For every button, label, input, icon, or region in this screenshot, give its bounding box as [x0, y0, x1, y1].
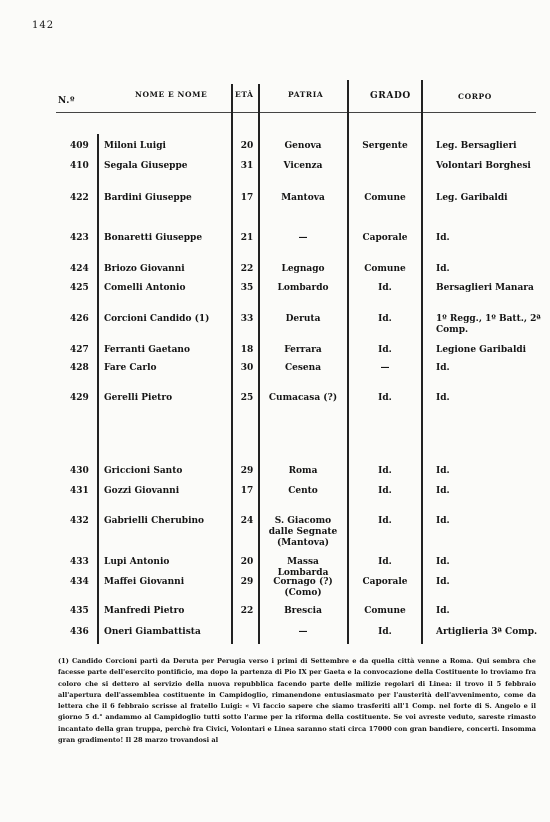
homeland-cell: — — [298, 627, 308, 637]
name-cell: Griccioni Santo — [104, 466, 183, 476]
number-cell: 427 — [70, 345, 89, 355]
number-cell: 423 — [70, 233, 89, 243]
corps-cell: Id. — [436, 486, 450, 496]
table-row — [0, 486, 550, 510]
table-row — [0, 283, 550, 307]
age-cell: 17 — [240, 486, 254, 496]
number-cell: 429 — [70, 393, 89, 403]
corps-cell: Id. — [436, 466, 450, 476]
age-cell: 24 — [240, 516, 254, 526]
age-cell: 22 — [240, 264, 254, 274]
number-cell: 424 — [70, 264, 89, 274]
corps-cell: Id. — [436, 516, 450, 526]
homeland-cell: Deruta — [285, 314, 321, 324]
number-cell: 435 — [70, 606, 89, 616]
name-cell: Comelli Antonio — [104, 283, 186, 293]
table-row — [0, 314, 550, 338]
homeland-cell: Genova — [284, 141, 322, 151]
rank-cell: Id. — [378, 466, 392, 476]
corps-cell: Legione Garibaldi — [436, 345, 527, 355]
corps-cell: Leg. Bersaglieri — [436, 141, 517, 151]
number-cell: 436 — [70, 627, 89, 637]
number-cell: 428 — [70, 363, 89, 373]
age-cell: 30 — [240, 363, 254, 373]
name-cell: Briozo Giovanni — [104, 264, 185, 274]
homeland-cell: Cento — [288, 486, 318, 496]
number-cell: 430 — [70, 466, 89, 476]
name-cell: Ferranti Gaetano — [104, 345, 190, 355]
number-cell: 432 — [70, 516, 89, 526]
age-cell: 31 — [240, 161, 254, 171]
homeland-cell: — — [298, 233, 308, 243]
column-header-corps: CORPO — [458, 92, 492, 101]
name-cell: Oneri Giambattista — [104, 627, 201, 637]
age-cell: 33 — [240, 314, 254, 324]
rank-cell: Id. — [378, 393, 392, 403]
number-cell: 409 — [70, 141, 89, 151]
table-row — [0, 363, 550, 387]
homeland-cell: Ferrara — [284, 345, 322, 355]
homeland-cell: Mantova — [281, 193, 325, 203]
corps-cell: Id. — [436, 264, 450, 274]
rank-cell: Comune — [364, 606, 406, 616]
column-header-number: N.º — [58, 96, 76, 106]
name-cell: Segala Giuseppe — [104, 161, 188, 171]
name-cell: Fare Carlo — [104, 363, 157, 373]
rank-cell: Caporale — [362, 577, 408, 587]
table-row — [0, 577, 550, 601]
rank-cell: Id. — [378, 283, 392, 293]
page-number: 142 — [32, 20, 55, 31]
corps-cell: Artiglieria 3ª Comp. — [436, 627, 538, 637]
number-cell: 431 — [70, 486, 89, 496]
rank-cell: Id. — [378, 557, 392, 567]
table-row — [0, 516, 550, 548]
homeland-cell: Roma — [288, 466, 318, 476]
name-cell: Maffei Giovanni — [104, 577, 185, 587]
homeland-cell: S. Giacomo dalle Segnate (Mantova) — [268, 516, 338, 548]
homeland-cell: Vicenza — [283, 161, 323, 171]
column-header-name: NOME E NOME — [135, 90, 208, 99]
homeland-cell: Brescia — [284, 606, 322, 616]
corps-cell: Id. — [436, 606, 450, 616]
age-cell: 22 — [240, 606, 254, 616]
name-cell: Gabrielli Cherubino — [104, 516, 205, 526]
rank-cell: Comune — [364, 264, 406, 274]
table-row — [0, 193, 550, 217]
column-header-age: ETÀ — [235, 90, 254, 99]
rank-cell: Id. — [378, 314, 392, 324]
age-cell: 20 — [240, 557, 254, 567]
rank-cell: Comune — [364, 193, 406, 203]
rank-cell: Caporale — [362, 233, 408, 243]
rank-cell: Id. — [378, 486, 392, 496]
corps-cell: Volontari Borghesi — [436, 161, 531, 171]
age-cell: 29 — [240, 577, 254, 587]
corps-cell: Id. — [436, 363, 450, 373]
corps-cell: Bersaglieri Manara — [436, 283, 534, 293]
homeland-cell: Massa Lombarda — [277, 557, 329, 578]
number-cell: 433 — [70, 557, 89, 567]
corps-cell: 1º Regg., 1º Batt., 2ª Comp. — [436, 314, 541, 335]
number-cell: 434 — [70, 577, 89, 587]
name-cell: Lupi Antonio — [104, 557, 170, 567]
rank-cell: Sergente — [362, 141, 408, 151]
homeland-cell: Cesena — [284, 363, 322, 373]
name-cell: Corcioni Candido (1) — [104, 314, 210, 324]
rank-cell: Id. — [378, 345, 392, 355]
footnote: (1) Candido Corcioni partì da Deruta per Perugia verso i primi di Settembre e da quella città venne a Roma. Qui sembra che facesse parte dell'esercito pontificio, ma dopo la partenza di Pio IX per Gaeta e la convocazione della Costituente lo troviamo fra coloro che si dettero al servizio della nuova repubblica facendo parte delle milizie regolari di Linea: il trovo il 5 febbraio all'apertura dell'assemblea costituente in Campidoglio, rimanendone entusiasmato per l'austerità dell'avvenimento, come da lettera che il 6 febbraio scrisse al fratello Luigi: « Vi faccio sapere che siamo trasferiti all'1 Comp. nel forte di S. Angelo e il giorno 5 d.° andammo al Campidoglio tutti sotto l'arme per la riforma della costituente. Se voi avreste veduto, sareste rimasto incantato della gran truppa, perchè fra Civici, Volontari e Linea saranno stati circa 17000 con gran bandiere, concerti. Insomma gran gradimento! Il 28 marzo trovandosi al — [58, 657, 536, 745]
homeland-cell: Lombardo — [277, 283, 329, 293]
table-row — [0, 161, 550, 185]
rank-cell: Id. — [378, 516, 392, 526]
number-cell: 425 — [70, 283, 89, 293]
corps-cell: Leg. Garibaldi — [436, 193, 508, 203]
corps-cell: Id. — [436, 557, 450, 567]
number-cell: 426 — [70, 314, 89, 324]
name-cell: Miloni Luigi — [104, 141, 166, 151]
table-row — [0, 233, 550, 257]
age-cell: 17 — [240, 193, 254, 203]
homeland-cell: Cornago (?) (Como) — [273, 577, 333, 598]
table-row — [0, 627, 550, 651]
corps-cell: Id. — [436, 577, 450, 587]
age-cell: 21 — [240, 233, 254, 243]
rank-cell: — — [380, 363, 390, 373]
number-cell: 422 — [70, 193, 89, 203]
age-cell: 29 — [240, 466, 254, 476]
column-header-rank: GRADO — [370, 91, 411, 101]
number-cell: 410 — [70, 161, 89, 171]
name-cell: Gozzi Giovanni — [104, 486, 180, 496]
rank-cell: Id. — [378, 627, 392, 637]
homeland-cell: Cumacasa (?) — [268, 393, 338, 403]
name-cell: Bonaretti Giuseppe — [104, 233, 203, 243]
name-cell: Gerelli Pietro — [104, 393, 173, 403]
name-cell: Manfredi Pietro — [104, 606, 185, 616]
age-cell: 25 — [240, 393, 254, 403]
header-rule — [56, 112, 536, 113]
homeland-cell: Legnago — [281, 264, 325, 274]
age-cell: 35 — [240, 283, 254, 293]
age-cell: 18 — [240, 345, 254, 355]
corps-cell: Id. — [436, 393, 450, 403]
name-cell: Bardini Giuseppe — [104, 193, 192, 203]
column-header-homeland: PATRIA — [288, 90, 324, 99]
age-cell: 20 — [240, 141, 254, 151]
table-row — [0, 393, 550, 417]
corps-cell: Id. — [436, 233, 450, 243]
